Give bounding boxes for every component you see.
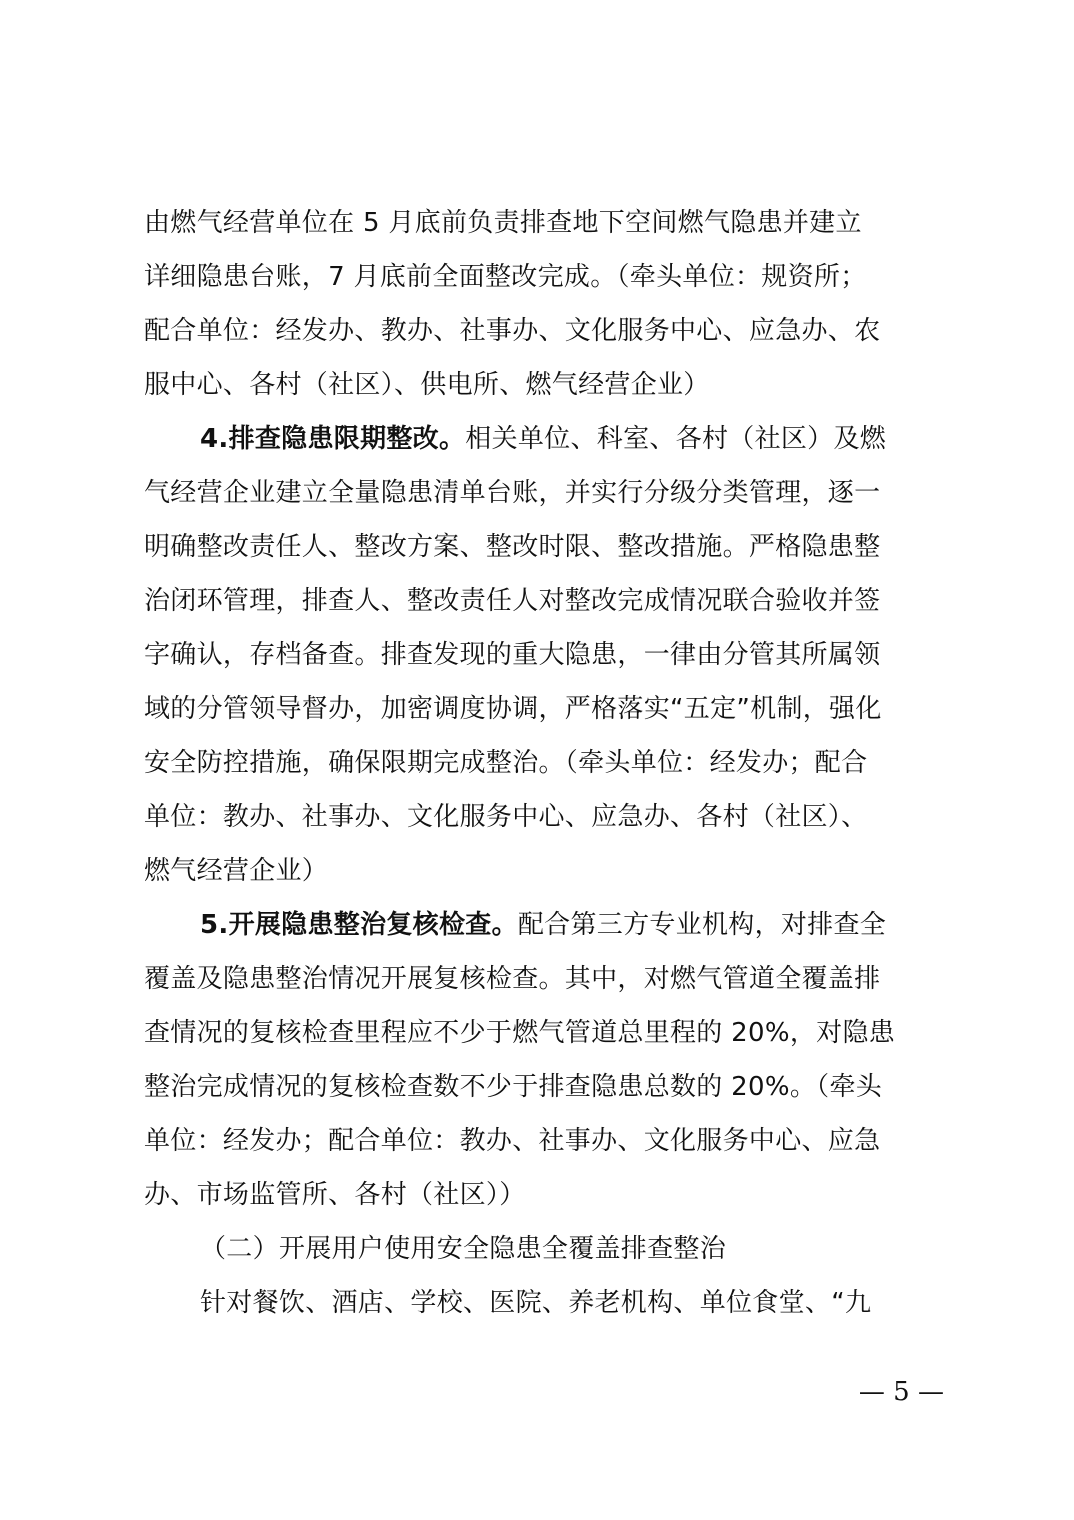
item-4-text: 相关单位、科室、各村（社区）及燃 [465,424,887,454]
item-4-first-line [200,421,944,457]
paragraph-line: 配合单位：经发办、教办、社事办、文化服务中心、应急办、农 [144,316,881,346]
paragraph-line: 安全防控措施，确保限期完成整治。（牵头单位：经发办；配合 [144,748,868,778]
paragraph-line: 燃气经营企业） [144,856,329,886]
paragraph-line: 由燃气经营单位在 5 月底前负责排查地下空间燃气隐患并建立 [144,208,862,238]
section-2-first-line: 针对餐饮、酒店、学校、医院、养老机构、单位食堂、“九 [200,1288,872,1318]
paragraph-line: 字确认，存档备查。排查发现的重大隐患，一律由分管其所属领 [144,640,881,670]
item-5-heading: 5.开展隐患整治复核检查。 [200,910,518,940]
item-5-text: 配合第三方专业机构，对排查全 [517,910,887,940]
paragraph-line: 详细隐患台账，7 月底前全面整改完成。（牵头单位：规资所； [144,262,867,292]
paragraph-line: 域的分管领导督办，加密调度协调，严格落实“五定”机制，强化 [144,694,882,724]
section-2-heading: （二）开展用户使用安全隐患全覆盖排查整治 [200,1234,727,1264]
item-5-first-line [200,907,944,943]
paragraph-line: 治闭环管理，排查人、整改责任人对整改完成情况联合验收并签 [144,586,881,616]
paragraph-line: 气经营企业建立全量隐患清单台账，并实行分级分类管理，逐一 [144,478,881,508]
paragraph-line: 办、市场监管所、各村（社区）） [144,1180,526,1210]
paragraph-line: 覆盖及隐患整治情况开展复核检查。其中，对燃气管道全覆盖排 [144,964,881,994]
item-4-heading: 4.排查隐患限期整改。 [200,424,466,454]
paragraph-line: 服中心、各村（社区）、供电所、燃气经营企业） [144,370,710,400]
paragraph-line: 整治完成情况的复核检查数不少于排查隐患总数的 20%。（牵头 [144,1072,883,1102]
paragraph-line: 单位：教办、社事办、文化服务中心、应急办、各村（社区）、 [144,802,868,832]
paragraph-line: 查情况的复核检查里程应不少于燃气管道总里程的 20%，对隐患 [144,1018,896,1048]
paragraph-line: 单位：经发办；配合单位：教办、社事办、文化服务中心、应急 [144,1126,881,1156]
paragraph-line: 明确整改责任人、整改方案、整改时限、整改措施。严格隐患整 [144,532,881,562]
page-number: — 5 — [858,1377,944,1407]
